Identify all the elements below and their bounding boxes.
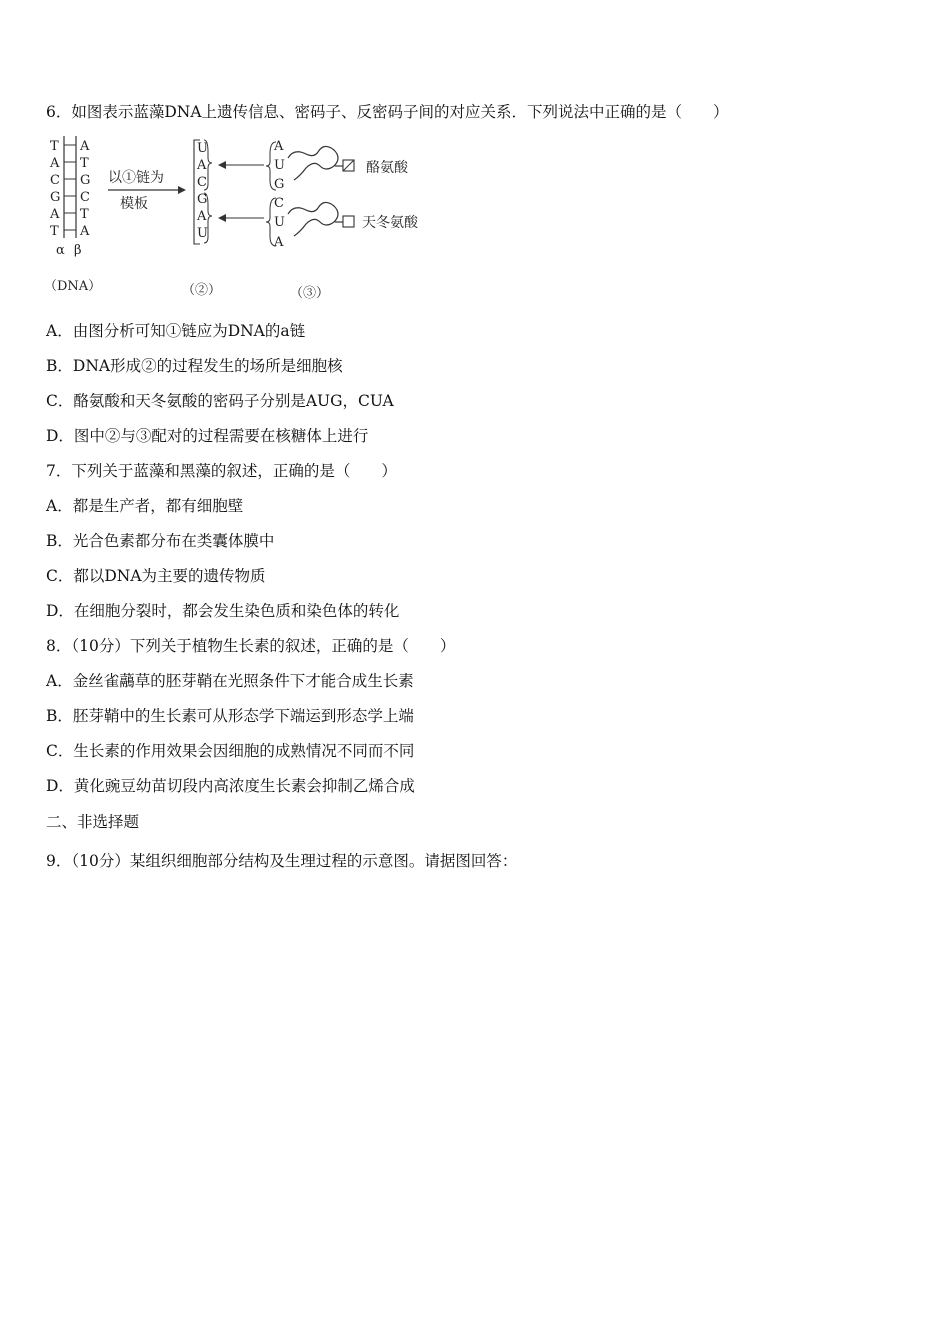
arrow-label-top: 以①链为 xyxy=(108,170,164,186)
trna-1-body xyxy=(288,146,338,180)
trna-2-base: U xyxy=(274,215,285,230)
mrna-base: A xyxy=(197,209,207,224)
section-heading-non-choice: 二、非选择题 xyxy=(46,813,140,831)
question-6-option-a: A．由图分析可知①链应为DNA的a链 xyxy=(46,322,306,340)
dna-alpha-base: A xyxy=(50,207,60,222)
question-8-stem: 8．（10分）下列关于植物生长素的叙述，正确的是（ ） xyxy=(46,637,456,655)
trna-2-base: A xyxy=(274,235,284,250)
question-8-option-c: C．生长素的作用效果会因细胞的成熟情况不同而不同 xyxy=(46,742,415,760)
dna-beta-base: T xyxy=(80,156,89,171)
mrna-base: U xyxy=(197,226,208,241)
question-7-option-a: A．都是生产者，都有细胞壁 xyxy=(46,497,244,515)
question-9-stem: 9．（10分）某组织细胞部分结构及生理过程的示意图。请据图回答： xyxy=(46,852,518,870)
amino-acid-1-label: 酪氨酸 xyxy=(366,160,408,176)
dna-alpha-base: A xyxy=(50,156,60,171)
trna-1-base: U xyxy=(274,158,285,173)
question-7-option-d: D．在细胞分裂时，都会发生染色质和染色体的转化 xyxy=(46,602,400,620)
alpha-label: α xyxy=(56,243,65,258)
mrna-base: C xyxy=(197,175,207,190)
caption-3: （③） xyxy=(290,286,330,301)
dna-alpha-base: T xyxy=(50,139,59,154)
caption-2: （②） xyxy=(182,283,222,298)
question-7-option-c: C．都以DNA为主要的遗传物质 xyxy=(46,567,266,585)
amino-acid-2-label: 天冬氨酸 xyxy=(362,215,418,231)
dna-alpha-base: C xyxy=(50,173,60,188)
trna-2-body xyxy=(288,202,338,236)
dna-alpha-base: G xyxy=(50,190,61,205)
question-6-option-d: D．图中②与③配对的过程需要在核糖体上进行 xyxy=(46,427,369,445)
dna-beta-base: A xyxy=(80,139,90,154)
pairing-arrowhead-2 xyxy=(218,214,226,222)
question-7-option-b: B．光合色素都分布在类囊体膜中 xyxy=(46,532,275,550)
trna-2-base: C xyxy=(274,196,284,211)
dna-beta-base: C xyxy=(80,190,90,205)
mrna-base: U xyxy=(197,141,208,156)
dna-beta-base: T xyxy=(80,207,89,222)
dna-beta-base: A xyxy=(80,224,90,239)
beta-label: β xyxy=(74,243,82,258)
trna-1-base: G xyxy=(274,177,285,192)
question-6-option-c: C．酪氨酸和天冬氨酸的密码子分别是AUG，CUA xyxy=(46,392,394,410)
question-7-stem: 7．下列关于蓝藻和黑藻的叙述，正确的是（ ） xyxy=(46,462,397,480)
question-6-stem: 6．如图表示蓝藻DNA上遗传信息、密码子、反密码子间的对应关系．下列说法中正确的是（ ） xyxy=(46,103,729,121)
question-8-option-d: D．黄化豌豆幼苗切段内高浓度生长素会抑制乙烯合成 xyxy=(46,777,415,795)
pairing-arrowhead-1 xyxy=(218,161,226,169)
dna-alpha-base: T xyxy=(50,224,59,239)
dna-codon-anticodon-figure xyxy=(44,132,444,307)
question-6-option-b: B．DNA形成②的过程发生的场所是细胞核 xyxy=(46,357,343,375)
mrna-base: G xyxy=(197,192,208,207)
mrna-base: A xyxy=(197,158,207,173)
caption-dna: （DNA） xyxy=(44,279,102,294)
figure-svg xyxy=(44,132,444,307)
amino-acid-2-box xyxy=(343,216,354,227)
dna-beta-base: G xyxy=(80,173,91,188)
transcription-arrowhead xyxy=(178,186,186,194)
question-8-option-a: A．金丝雀虉草的胚芽鞘在光照条件下才能合成生长素 xyxy=(46,672,414,690)
trna-1-base: A xyxy=(274,139,284,154)
question-8-option-b: B．胚芽鞘中的生长素可从形态学下端运到形态学上端 xyxy=(46,707,414,725)
arrow-label-bottom: 模板 xyxy=(120,196,148,212)
